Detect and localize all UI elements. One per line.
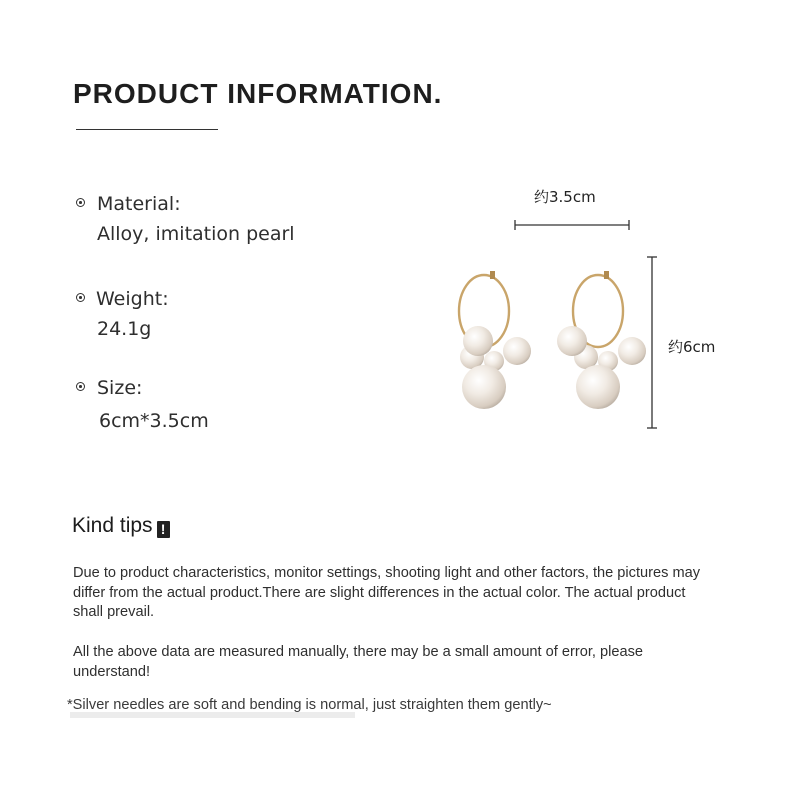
bullet-icon <box>76 382 85 391</box>
bullet-icon <box>76 293 85 302</box>
silver-needle-note: *Silver needles are soft and bending is normal, just straighten them gently~ <box>67 697 552 713</box>
bullet-icon <box>76 198 85 207</box>
spec-value: Alloy, imitation pearl <box>97 223 295 245</box>
height-dimension-label: 约6cm <box>668 338 716 356</box>
spec-value: 6cm*3.5cm <box>99 410 209 432</box>
disclaimer-paragraph: Due to product characteristics, monitor settings, shooting light and other factors, the pictures may differ from the actual product.There are slight differences in the actual color. The actual product shall prevail. <box>73 565 701 620</box>
width-dimension-label: 约3.5cm <box>534 188 596 206</box>
spec-label: Material: <box>97 193 181 215</box>
right-earring <box>557 271 646 409</box>
title-underline <box>76 129 218 130</box>
earrings-product-image <box>430 215 670 440</box>
kind-tips-heading <box>72 514 170 538</box>
width-dimension-line <box>515 220 629 230</box>
spec-label: Weight: <box>96 288 169 310</box>
spec-value: 24.1g <box>97 318 152 340</box>
left-earring <box>459 271 531 409</box>
kind-tips-title: Kind tips <box>72 514 153 537</box>
warning-icon: ! <box>157 521 170 538</box>
spec-label: Size: <box>97 377 143 399</box>
page-title: PRODUCT INFORMATION. <box>73 78 443 109</box>
height-dimension-line <box>647 257 657 428</box>
measurement-paragraph: All the above data are measured manually, there may be a small amount of error, please understand! <box>73 644 644 680</box>
